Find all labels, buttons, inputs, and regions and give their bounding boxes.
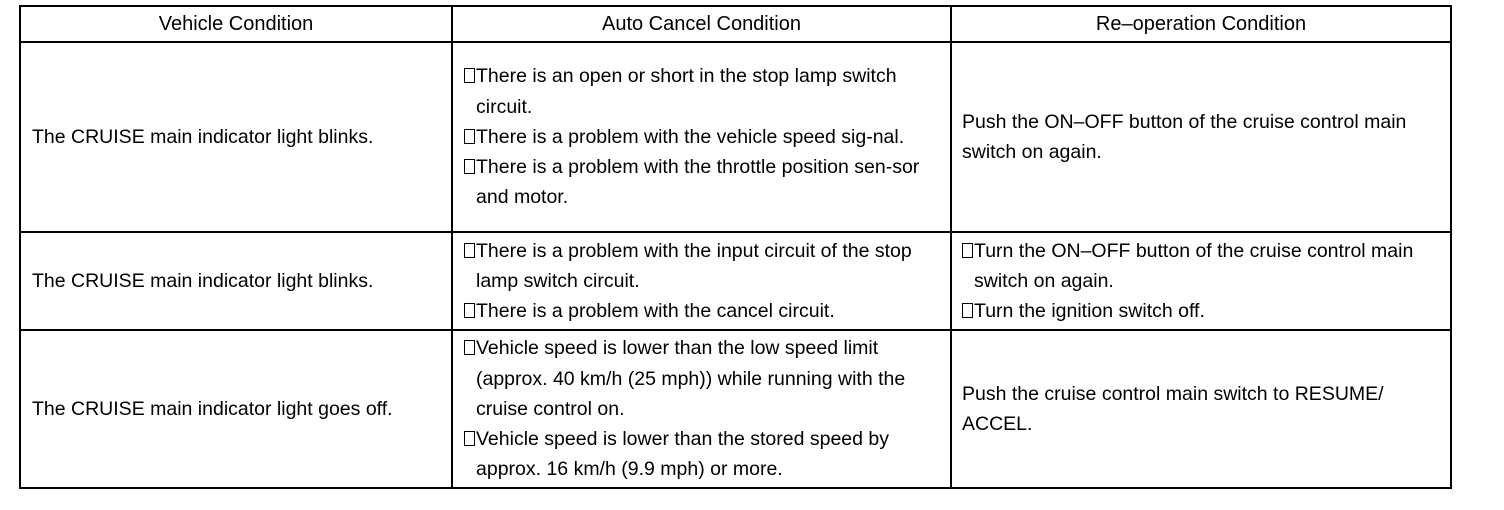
- checkbox-square-icon: [962, 303, 973, 318]
- list-item: [962, 296, 1444, 326]
- auto-cancel-list: [464, 333, 944, 484]
- auto-cancel-list: [464, 61, 944, 212]
- list-item: [962, 236, 1444, 297]
- list-item: [464, 296, 944, 326]
- auto-cancel-cell: [452, 330, 951, 488]
- vehicle-condition-cell: The CRUISE main indicator light goes off.: [20, 330, 452, 488]
- header-reoperation-condition: Re–operation Condition: [951, 6, 1451, 42]
- auto-cancel-cell: [452, 232, 951, 330]
- reoperation-cell: [951, 232, 1451, 330]
- checkbox-square-icon: [464, 303, 475, 318]
- auto-cancel-list: [464, 236, 944, 327]
- vehicle-condition-cell: The CRUISE main indicator light blinks.: [20, 232, 452, 330]
- item-text: Turn the ON–OFF button of the cruise control main switch on again.: [974, 239, 1414, 292]
- checkbox-square-icon: [464, 431, 475, 446]
- item-text: Turn the ignition switch off.: [974, 300, 1205, 323]
- checkbox-square-icon: [962, 243, 973, 258]
- reoperation-cell: Push the ON–OFF button of the cruise control main switch on again.: [951, 42, 1451, 232]
- reoperation-list: [962, 236, 1444, 327]
- header-auto-cancel-condition: Auto Cancel Condition: [452, 6, 951, 42]
- item-text: Vehicle speed is lower than the stored speed by approx. 16 km/h (9.9 mph) or more.: [476, 428, 890, 481]
- item-text: There is a problem with the vehicle speed sig-nal.: [476, 125, 905, 148]
- checkbox-square-icon: [464, 243, 475, 258]
- list-item: [464, 61, 944, 122]
- cruise-cancel-table: [19, 5, 1452, 489]
- vehicle-condition-cell: The CRUISE main indicator light blinks.: [20, 42, 452, 232]
- reoperation-cell: Push the cruise control main switch to RESUME/ ACCEL.: [951, 330, 1451, 488]
- list-item: [464, 122, 944, 152]
- table-row: [20, 330, 1451, 488]
- item-text: Vehicle speed is lower than the low speed limit (approx. 40 km/h (25 mph)) while running with the cruise control on.: [476, 337, 906, 420]
- list-item: [464, 236, 944, 297]
- checkbox-square-icon: [464, 129, 475, 144]
- auto-cancel-cell: [452, 42, 951, 232]
- checkbox-square-icon: [464, 68, 475, 83]
- list-item: [464, 333, 944, 424]
- list-item: [464, 424, 944, 485]
- table-row: [20, 232, 1451, 330]
- item-text: There is a problem with the throttle position sen-sor and motor.: [476, 156, 920, 209]
- item-text: There is a problem with the cancel circuit.: [476, 300, 835, 323]
- checkbox-square-icon: [464, 159, 475, 174]
- checkbox-square-icon: [464, 340, 475, 355]
- item-text: There is an open or short in the stop lamp switch circuit.: [476, 65, 897, 118]
- list-item: [464, 152, 944, 213]
- header-vehicle-condition: Vehicle Condition: [20, 6, 452, 42]
- header-row: [20, 6, 1451, 42]
- item-text: There is a problem with the input circuit of the stop lamp switch circuit.: [476, 239, 912, 292]
- table-row: [20, 42, 1451, 232]
